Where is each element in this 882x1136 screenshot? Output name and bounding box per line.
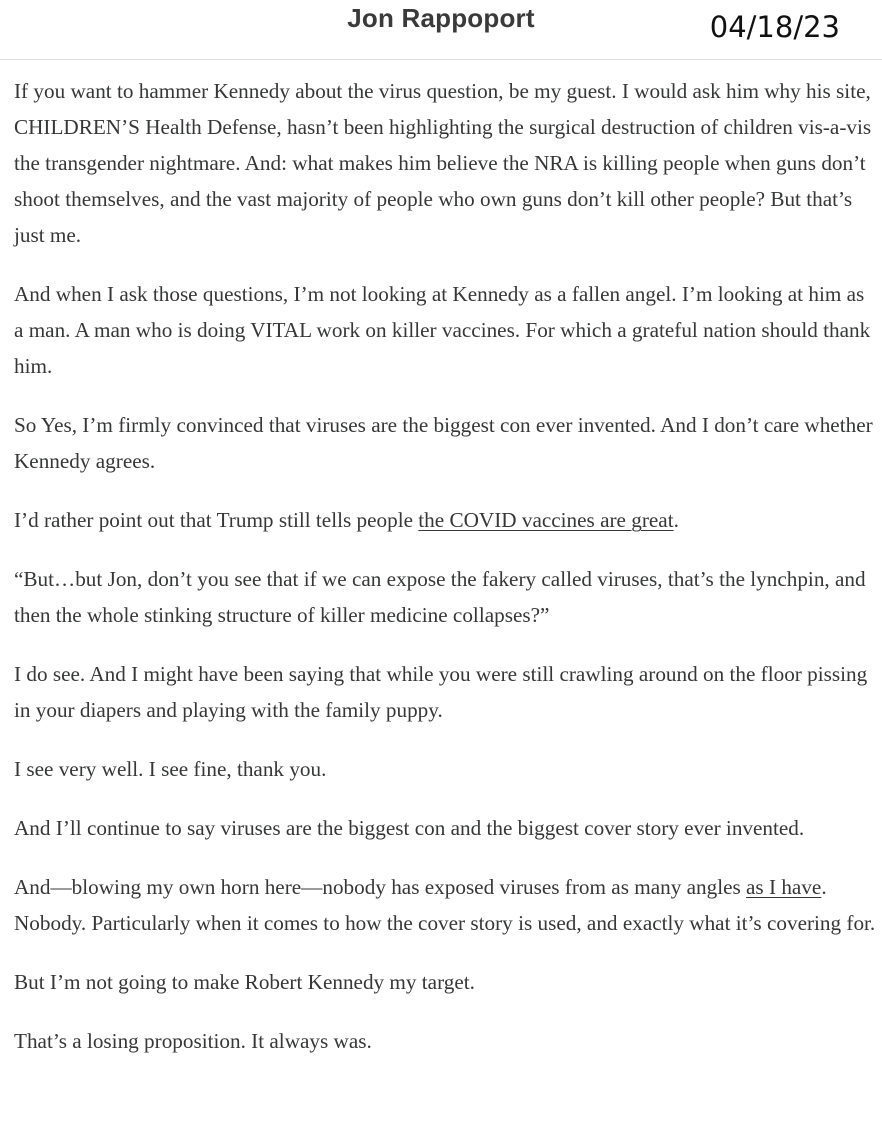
paragraph-2: And when I ask those questions, I’m not looking at Kennedy as a fallen angel. I’m looking at him as a man. A man who is doing VITAL work on killer vaccines. For which a grateful nation should thank him. [14, 282, 871, 378]
paragraph-4-text-after: . [673, 508, 679, 532]
as-i-have-link[interactable]: as I have [746, 875, 822, 899]
article-body [14, 73, 876, 1082]
paragraph-7: I see very well. I see fine, thank you. [14, 757, 327, 781]
paragraph-4 [14, 502, 876, 538]
paragraph-9 [14, 869, 876, 941]
paragraph-9-text-after: . Nobody. Particularly when it comes to how the cover story is used, and exactly what it’s covering for. [14, 875, 876, 935]
page-header [0, 0, 882, 60]
author-name: Jon Rappoport [347, 3, 535, 33]
paragraph-5: “But…but Jon, don’t you see that if we can expose the fakery called viruses, that’s the lynchpin, and then the whole stinking structure of killer medicine collapses?” [14, 567, 866, 627]
paragraph-10: But I’m not going to make Robert Kennedy my target. [14, 970, 475, 994]
paragraph-11: That’s a losing proposition. It always was. [14, 1029, 372, 1053]
paragraph-8: And I’ll continue to say viruses are the biggest con and the biggest cover story ever invented. [14, 816, 805, 840]
paragraph-1: If you want to hammer Kennedy about the virus question, be my guest. I would ask him why his site, CHILDREN’S Health Defense, hasn’t been highlighting the surgical destruction of children vis-a-vis the transgender nightmare. And: what makes him believe the NRA is killing people when guns don’t shoot themselves, and the vast majority of people who own guns don’t kill other people? But that’s just me. [14, 79, 872, 247]
post-date: 04/18/23 [709, 10, 840, 44]
paragraph-6: I do see. And I might have been saying that while you were still crawling around on the floor pissing in your diapers and playing with the family puppy. [14, 662, 868, 722]
covid-vaccines-link[interactable]: the COVID vaccines are great [418, 508, 674, 532]
paragraph-4-text-before: I’d rather point out that Trump still tells people [14, 508, 419, 532]
paragraph-9-text-before: And—blowing my own horn here—nobody has exposed viruses from as many angles [14, 875, 747, 899]
paragraph-3: So Yes, I’m firmly convinced that viruses are the biggest con ever invented. And I don’t care whether Kennedy agrees. [14, 413, 873, 473]
